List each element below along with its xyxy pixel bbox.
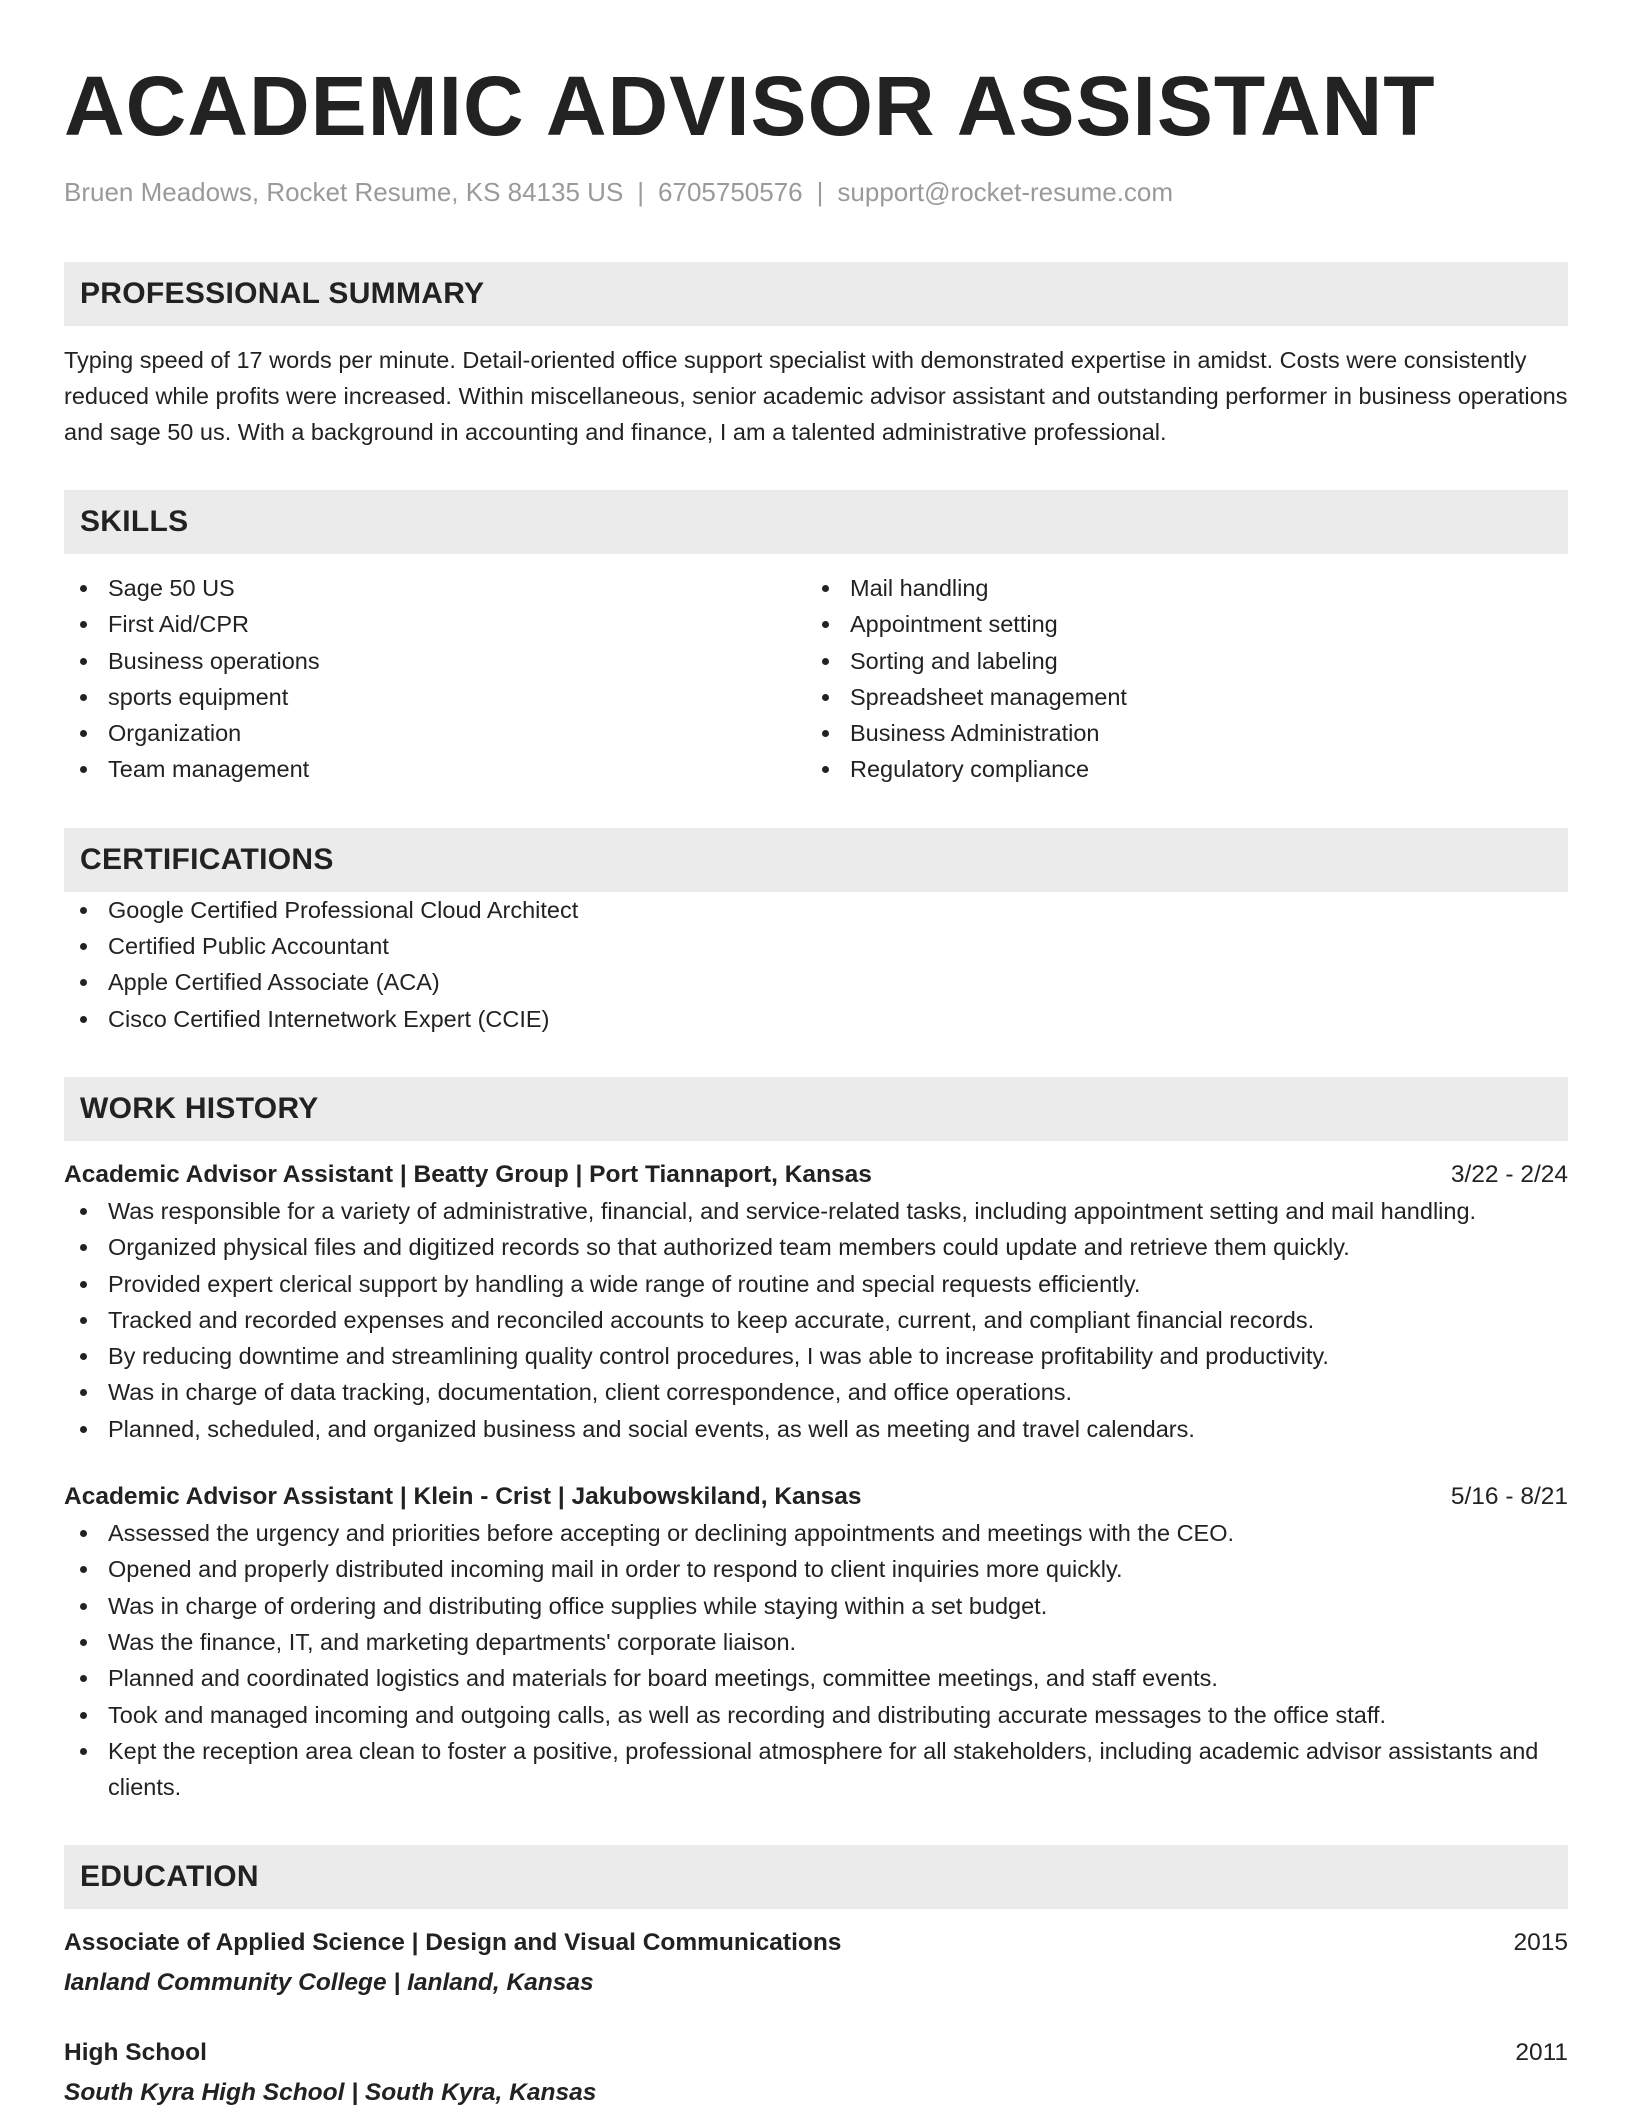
job-bullet: Kept the reception area clean to foster a positive, professional atmosphere for all stakeholders, including academic advisor assistants and clients.: [64, 1733, 1568, 1806]
education-degree: Associate of Applied Science | Design and Visual Communications: [64, 1929, 842, 1957]
section-header-skills: [64, 490, 1568, 554]
skill-item: Organization: [64, 715, 806, 751]
contact-separator: |: [637, 177, 645, 207]
section-title: WORK HISTORY: [80, 1091, 319, 1125]
job-bullet: Planned and coordinated logistics and materials for board meetings, committee meetings, and staff events.: [64, 1660, 1568, 1696]
education-school: Ianland Community College | Ianland, Kansas: [64, 1969, 594, 1997]
skill-item: Business operations: [64, 643, 806, 679]
contact-address: Bruen Meadows, Rocket Resume, KS 84135 US: [64, 177, 624, 207]
job-title-row: [64, 1479, 1568, 1515]
job-dates: 3/22 - 2/24: [1450, 1160, 1568, 1188]
section-header-work-history: [64, 1077, 1568, 1141]
job-entry: [64, 1157, 1568, 1447]
education-entry: [64, 2035, 1568, 2111]
job-bullet: Took and managed incoming and outgoing calls, as well as recording and distributing accurate messages to the office staff.: [64, 1697, 1568, 1733]
job-dates: 5/16 - 8/21: [1450, 1483, 1568, 1511]
section-header-summary: [64, 262, 1568, 326]
skill-item: Mail handling: [806, 570, 1548, 606]
skill-item: First Aid/CPR: [64, 606, 806, 642]
skills-list: [64, 570, 1568, 788]
contact-phone: 6705750576: [658, 177, 803, 207]
section-title: CERTIFICATIONS: [80, 842, 334, 876]
contact-separator: |: [816, 177, 824, 207]
education-year: 2015: [1513, 1929, 1568, 1957]
skill-item: Regulatory compliance: [806, 751, 1548, 787]
skill-item: Sage 50 US: [64, 570, 806, 606]
education-entry: [64, 1925, 1568, 2001]
skill-item: sports equipment: [64, 679, 806, 715]
job-bullets: [64, 1515, 1568, 1805]
job-title: Academic Advisor Assistant | Beatty Group | Port Tiannaport, Kansas: [64, 1160, 872, 1188]
job-bullet: Was in charge of data tracking, documentation, client correspondence, and office operations.: [64, 1374, 1568, 1410]
education-title-row: [64, 1925, 1568, 1961]
skill-item: Business Administration: [806, 715, 1548, 751]
job-bullet: By reducing downtime and streamlining quality control procedures, I was able to increase profitability and productivity.: [64, 1338, 1568, 1374]
skills-column-left: [64, 570, 806, 788]
contact-email[interactable]: support@rocket-resume.com: [837, 177, 1174, 207]
section-title: PROFESSIONAL SUMMARY: [80, 277, 485, 310]
contact-line: [64, 174, 1568, 210]
skill-item: Sorting and labeling: [806, 643, 1548, 679]
education-school: South Kyra High School | South Kyra, Kansas: [64, 2079, 597, 2107]
certifications-list: [64, 892, 1568, 1037]
certification-item: Google Certified Professional Cloud Architect: [64, 892, 1568, 928]
certification-item: Cisco Certified Internetwork Expert (CCIE): [64, 1001, 1568, 1037]
job-title: Academic Advisor Assistant | Klein - Crist | Jakubowskiland, Kansas: [64, 1483, 862, 1511]
certification-item: Certified Public Accountant: [64, 928, 1568, 964]
job-bullet: Was responsible for a variety of administrative, financial, and service-related tasks, including appointment setting and mail handling.: [64, 1193, 1568, 1229]
summary-text: Typing speed of 17 words per minute. Detail-oriented office support specialist with demonstrated expertise in amidst. Costs were consistently reduced while profits were increased. Within miscellaneous, senior academic advisor assistant and outstanding performer in business operations and sage 50 us. With a background in accounting and finance, I am a talented administrative professional.: [64, 347, 1568, 445]
job-bullet: Provided expert clerical support by handling a wide range of routine and special requests efficiently.: [64, 1266, 1568, 1302]
job-bullet: Was the finance, IT, and marketing departments' corporate liaison.: [64, 1624, 1568, 1660]
job-bullet: Assessed the urgency and priorities before accepting or declining appointments and meetings with the CEO.: [64, 1515, 1568, 1551]
job-bullet: Was in charge of ordering and distributing office supplies while staying within a set budget.: [64, 1588, 1568, 1624]
section-title: SKILLS: [80, 505, 189, 538]
candidate-name: ACADEMIC ADVISOR ASSISTANT: [64, 59, 1436, 153]
education-year: 2011: [1515, 2039, 1568, 2067]
job-bullet: Tracked and recorded expenses and reconciled accounts to keep accurate, current, and compliant financial records.: [64, 1302, 1568, 1338]
section-title: EDUCATION: [80, 1860, 259, 1894]
section-header-education: [64, 1845, 1568, 1909]
job-title-row: [64, 1157, 1568, 1193]
job-bullet: Planned, scheduled, and organized business and social events, as well as meeting and travel calendars.: [64, 1411, 1568, 1447]
skill-item: Appointment setting: [806, 606, 1548, 642]
education-degree: High School: [64, 2039, 207, 2067]
skills-column-right: [806, 570, 1548, 788]
job-bullet: Organized physical files and digitized records so that authorized team members could update and retrieve them quickly.: [64, 1229, 1568, 1265]
education-title-row: [64, 2035, 1568, 2071]
job-bullet: Opened and properly distributed incoming mail in order to respond to client inquiries more quickly.: [64, 1551, 1568, 1587]
job-entry: [64, 1479, 1568, 1805]
certification-item: Apple Certified Associate (ACA): [64, 964, 1568, 1000]
job-bullets: [64, 1193, 1568, 1447]
skill-item: Spreadsheet management: [806, 679, 1548, 715]
skill-item: Team management: [64, 751, 806, 787]
section-header-certifications: [64, 828, 1568, 892]
